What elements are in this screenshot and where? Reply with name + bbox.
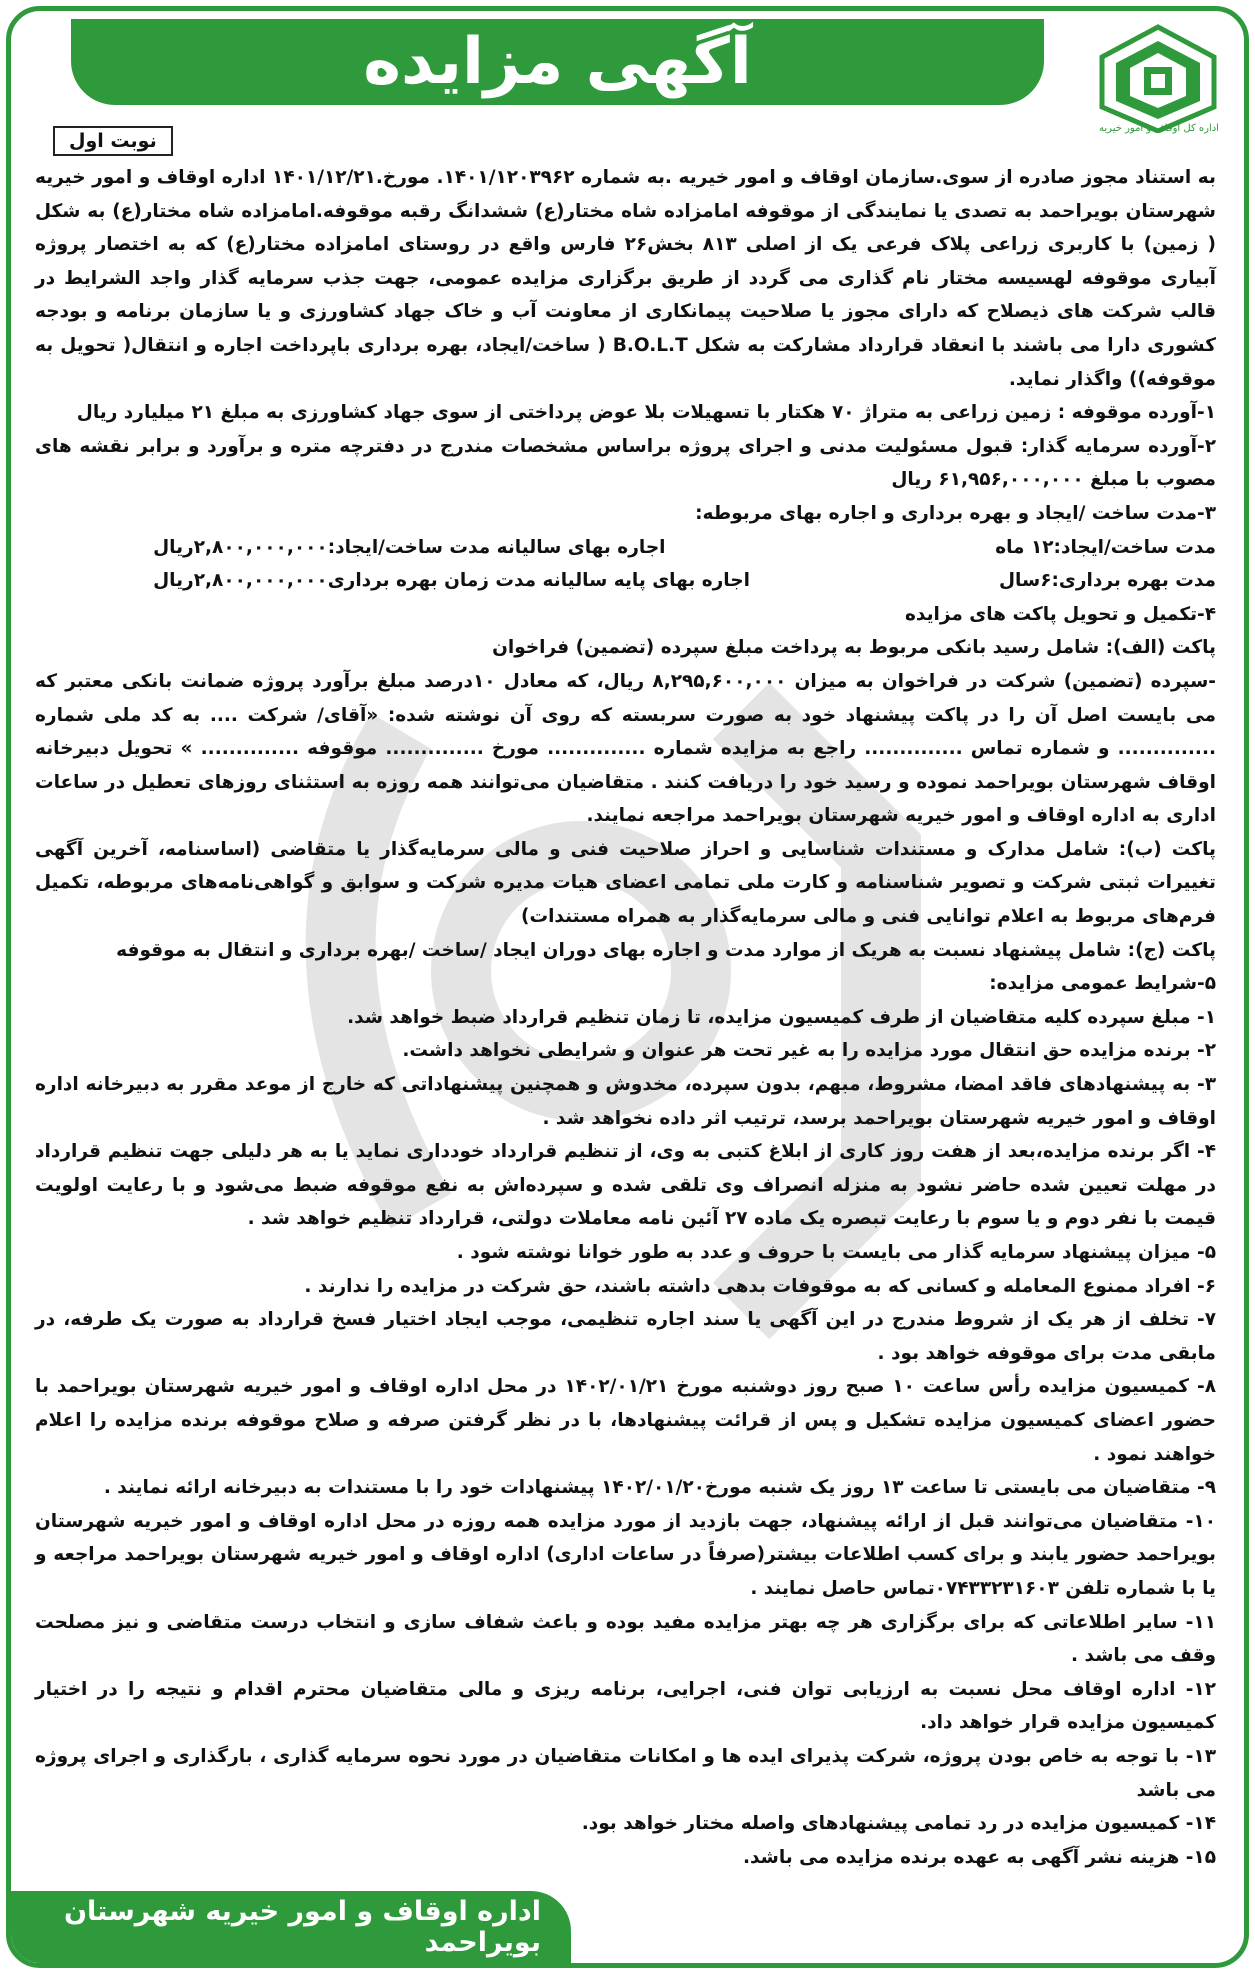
item-3: ۳-مدت ساخت /ایجاد و بهره برداری و اجاره بهای مربوطه: bbox=[695, 502, 1216, 524]
header bbox=[11, 11, 1244, 134]
round-badge: نوبت اول bbox=[53, 126, 173, 156]
packet-c: پاکت (ج): شامل پیشنهاد نسبت به هریک از موارد مدت و اجاره بهای دوران ایجاد /ساخت /بهره برداری و انتقال به موقوفه bbox=[116, 939, 1216, 961]
packet-a: پاکت (الف): شامل رسید بانکی مربوط به پرداخت مبلغ سپرده (تضمین) فراخوان bbox=[492, 637, 1216, 659]
notice-title: آگهی مزایده bbox=[363, 25, 752, 99]
item-1: ۱-آورده موقوفه : زمین زراعی به متراژ ۷۰ هکتار با تسهیلات بلا عوض پرداختی از سوی جهاد کشاورزی به مبلغ ۲۱ میلیارد ریال bbox=[76, 402, 1216, 424]
condition-4: ۴- اگر برنده مزایده،بعد از هفت روز کاری از ابلاغ کتبی به وی، از تنظیم قرارداد خودداری نماید یا به هر دلیلی جهت تنظیم قرارداد در مهلت تعیین شده حاضر نشود به منزله انصراف وی تلقی شده و سپرده‌اش به نفع موقوفه ضبط می‌شود و با رعایت اولویت قیمت با نفر دوم و یا سوم با رعایت تبصره یک ماده ۲۷ آئین نامه معاملات دولتی، قرارداد تنظیم خواهد شد . bbox=[35, 1141, 1216, 1230]
condition-2: ۲- برنده مزایده حق انتقال مورد مزایده را به غیر تحت هر عنوان و شرایطی نخواهد داشت. bbox=[402, 1040, 1216, 1062]
condition-6: ۶- افراد ممنوع المعامله و کسانی که به موقوفات بدهی داشته باشند، حق شرکت در مزایده را ندارند . bbox=[304, 1275, 1216, 1297]
deposit-paragraph: -سپرده (تضمین) شرکت در فراخوان به میزان ۸,۲۹۵,۶۰۰,۰۰۰ ریال، که معادل ۱۰درصد مبلغ برآورد پروژه ضمانت بانکی معتبر که می بایست اصل آن را در پاکت پیشنهاد خود به صورت سربسته که روی آن نوشته شده: «آقای/ شرکت .... به کد ملی شماره .............. و شماره تماس .............. راجع به مزایده شماره .............. مورخ .............. موقوفه .............. » تحویل دبیرخانه اوقاف شهرستان بویراحمد نموده و رسید خود را دریافت کنند . متقاضیان می‌توانند همه روزه به استثنای روزهای تعطیل در ساعات اداری به اداره اوقاف و امور خیریه شهرستان بویراحمد مراجعه نمایند. bbox=[35, 670, 1216, 827]
terms-row-1 bbox=[153, 531, 1216, 565]
operation-rent: اجاره بهای پایه سالیانه مدت زمان بهره برداری۲,۸۰۰,۰۰۰,۰۰۰ریال bbox=[153, 570, 750, 592]
condition-8: ۸- کمیسیون مزایده رأس ساعت ۱۰ صبح روز دوشنبه مورخ ۱۴۰۲/۰۱/۲۱ در محل اداره اوقاف و امور خیریه شهرستان بویراحمد با حضور اعضای کمیسیون مزایده تشکیل و پس از قرائت پیشنهادها، با در نظر گرفتن صرفه و صلاح موقوفه برنده مزایده را اعلام خواهند نمود . bbox=[35, 1376, 1216, 1465]
item-5: ۵-شرایط عمومی مزایده: bbox=[989, 973, 1216, 995]
logo-caption: اداره کل اوقاف و امور خیریه bbox=[1099, 123, 1219, 134]
condition-5: ۵- میزان پیشنهاد سرمایه گذار می بایست با حروف و عدد به طور خوانا نوشته شود . bbox=[456, 1242, 1216, 1263]
footer-banner bbox=[11, 1891, 571, 1963]
footer-organization: اداره اوقاف و امور خیریه شهرستان بویراحمد bbox=[63, 1896, 541, 1958]
title-banner bbox=[71, 19, 1044, 105]
condition-1: ۱- مبلغ سپرده کلیه متقاضیان از طرف کمیسیون مزایده، تا زمان تنظیم قرارداد ضبط خواهد شد. bbox=[347, 1006, 1216, 1028]
condition-11: ۱۱- سایر اطلاعاتی که برای برگزاری هر چه بهتر مزایده مفید بوده و باعث شفاف سازی و انتخاب درست متقاضی و نیز مصلحت وقف می باشد . bbox=[35, 1611, 1216, 1667]
condition-3: ۳- به پیشنهادهای فاقد امضا، مشروط، مبهم، بدون سپرده، مخدوش و همچنین پیشنهاداتی که خارج از موعد مقرر به دبیرخانه اداره اوقاف و امور خیریه شهرستان بویراحمد برسد، ترتیب اثر داده نخواهد شد . bbox=[35, 1074, 1216, 1129]
condition-14: ۱۴- کمیسیون مزایده در رد تمامی پیشنهادهای واصله مختار خواهد بود. bbox=[581, 1813, 1216, 1835]
construction-period: مدت ساخت/ایجاد:۱۲ ماه bbox=[995, 536, 1216, 558]
operation-period: مدت بهره برداری:۶سال bbox=[999, 570, 1216, 592]
condition-13: ۱۳- با توجه به خاص بودن پروژه، شرکت پذیرای ایده ها و امکانات متقاضیان در مورد نحوه سرمایه گذاری ، بارگذاری و اجرای پروژه می باشد bbox=[35, 1745, 1216, 1801]
item-4: ۴-تکمیل و تحویل پاکت های مزایده bbox=[904, 603, 1216, 625]
notice-frame bbox=[6, 6, 1249, 1968]
intro-paragraph: به استناد مجوز صادره از سوی.سازمان اوقاف و امور خیریه .به شماره ۱۴۰۱/۱۲۰۳۹۶۲. مورخ.۱۴۰۱/۱۲/۲۱ اداره اوقاف و امور خیریه شهرستان بویراحمد به تصدی یا نمایندگی از موقوفه امامزاده شاه مختار(ع) ششدانگ رقبه موقوفه.امامزاده شاه مختار(ع) به شکل ( زمین) با کاربری زراعی پلاک فرعی یک از اصلی ۸۱۳ بخش۲۶ فارس واقع در روستای امامزاده مختار(ع) که به اختصار پروژه آبیاری موقوفه لهسیسه مختار نام گذاری می گردد از طریق برگزاری مزایده عمومی، جهت جذب سرمایه گذار واجد الشرایط در قالب شرکت های ذیصلاح که دارای مجوز یا صلاحیت پیمانکاری از معاونت آب و خاک جهاد کشاورزی و یا سازمان برنامه و بودجه کشوری دارا می باشند با انعقاد قرارداد مشارکت به شکل B.O.L.T ( ساخت/ایجاد، بهره برداری باپرداخت اجاره و انتقال( تحویل به موقوفه)) واگذار نماید. bbox=[35, 167, 1217, 390]
construction-rent: اجاره بهای سالیانه مدت ساخت/ایجاد:۲,۸۰۰,۰۰۰,۰۰۰ریال bbox=[153, 536, 666, 558]
condition-10: ۱۰- متقاضیان می‌توانند قبل از ارائه پیشنهاد، جهت بازدید از مورد مزایده همه روزه در محل اداره اوقاف و امور خیریه شهرستان بویراحمد حضور یابند و برای کسب اطلاعات بیشتر(صرفاً در ساعات اداری) اداره اوقاف و امور خیریه شهرستان بویراحمد مراجعه و یا با شماره تلفن ۰۷۴۳۳۲۳۱۶۰۳تماس حاصل نمایند . bbox=[35, 1510, 1216, 1599]
item-2: ۲-آورده سرمایه گذار: قبول مسئولیت مدنی و اجرای پروژه براساس مشخصات مندرج در دفترچه متره و برآورد و برابر نقشه های مصوب با مبلغ ۶۱,۹۵۶,۰۰۰,۰۰۰ ریال bbox=[35, 435, 1216, 491]
condition-9: ۹- متقاضیان می بایستی تا ساعت ۱۳ روز یک شنبه مورخ۱۴۰۲/۰۱/۲۰ پیشنهادات خود را با مستندات به دبیرخانه ارائه نمایند . bbox=[103, 1477, 1216, 1499]
condition-15: ۱۵- هزینه نشر آگهی به عهده برنده مزایده می باشد. bbox=[742, 1846, 1216, 1868]
condition-12: ۱۲- اداره اوقاف محل نسبت به ارزیابی توان فنی، اجرایی، برنامه ریزی و مالی متقاضیان محترم اقدام و نتیجه را در اختیار کمیسیون مزایده قرار خواهد داد. bbox=[35, 1678, 1216, 1734]
notice-body bbox=[35, 161, 1216, 1867]
terms-row-2 bbox=[153, 564, 1216, 598]
condition-7: ۷- تخلف از هر یک از شروط مندرج در این آگهی یا سند اجاره تنظیمی، موجب ایجاد اختیار فسخ قرارداد به صورت یک طرفه، در مابقی مدت برای موقوفه خواهد بود . bbox=[35, 1309, 1216, 1364]
packet-b: پاکت (ب): شامل مدارک و مستندات شناسایی و احراز صلاحیت فنی و مالی سرمایه‌گذار یا متقاضی (اساسنامه، آخرین آگهی تغییرات ثبتی شرکت و تصویر شناسنامه و کارت ملی تمامی اعضای هیات مدیره شرکت و سوابق و گواهی‌نامه‌های مربوطه، تکمیل فرم‌های مربوط به اعلام توانایی فنی و مالی سرمایه‌گذار به همراه مستندات) bbox=[35, 838, 1216, 928]
